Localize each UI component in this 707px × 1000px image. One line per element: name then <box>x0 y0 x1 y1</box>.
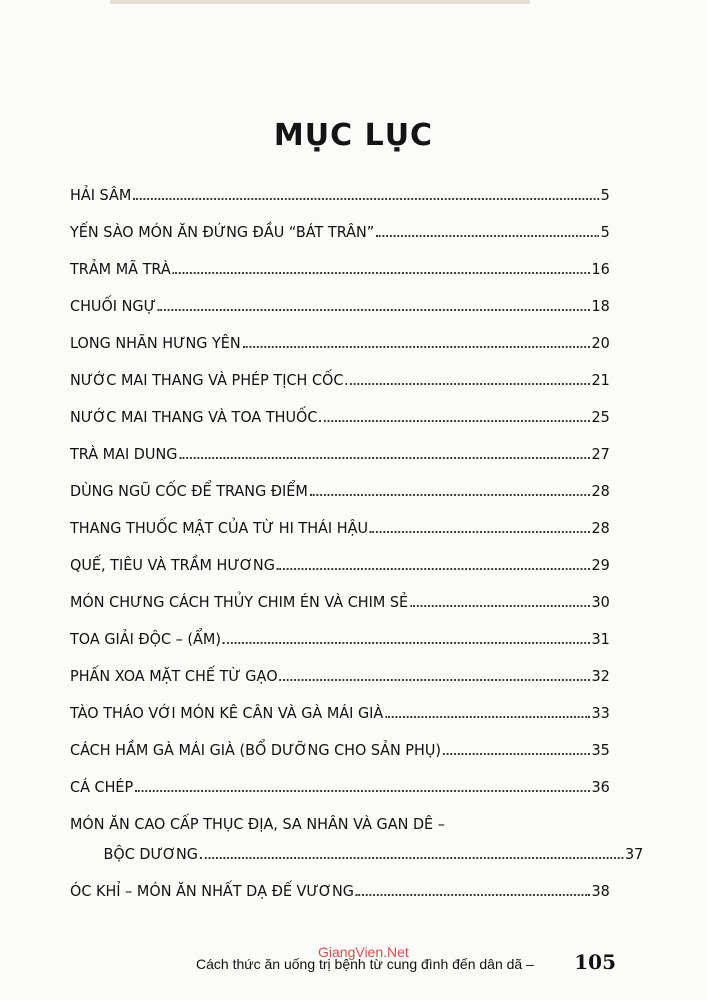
leader-dots <box>223 642 590 644</box>
toc-entry-page: 35 <box>591 741 610 759</box>
toc-entry-page: 30 <box>591 593 610 611</box>
leader-dots <box>410 605 590 607</box>
toc-entry-page: 37 <box>624 845 644 863</box>
toc-entry-page: 28 <box>591 482 610 500</box>
toc-entry-page: 38 <box>591 882 610 900</box>
toc-entry-title: CHUỐI NGỰ <box>70 297 156 315</box>
toc-entry-title: HẢI SÂM <box>70 186 132 204</box>
toc-entry-page: 25 <box>591 408 610 426</box>
leader-dots <box>443 753 590 755</box>
toc-entry-page: 32 <box>591 667 610 685</box>
toc-entry-line2 <box>70 845 643 882</box>
toc-entry[interactable] <box>70 556 610 593</box>
toc-entry-page: 29 <box>591 556 610 574</box>
toc-entry-page: 36 <box>591 778 610 796</box>
footer-book-title: Cách thức ăn uống trị bệnh từ cung đình đến dân dã – <box>196 956 534 972</box>
toc-entry[interactable] <box>70 223 610 260</box>
toc-entry[interactable] <box>70 882 610 919</box>
toc-entry[interactable] <box>70 297 610 334</box>
toc-entry-title: LONG NHÃN HƯNG YÊN <box>70 334 241 352</box>
toc-entry-page: 16 <box>591 260 610 278</box>
toc-entry-multiline[interactable] <box>70 815 644 882</box>
leader-dots <box>376 235 599 237</box>
toc-entry-title: NƯỚC MAI THANG VÀ TOA THUỐC <box>70 408 318 426</box>
toc-entry[interactable] <box>70 334 610 371</box>
toc-entry-title: QUẾ, TIÊU VÀ TRẦM HƯƠNG <box>70 556 275 574</box>
toc-entry[interactable] <box>70 667 610 704</box>
leader-dots <box>385 716 590 718</box>
toc-entry-page: 20 <box>591 334 610 352</box>
toc-entry-title: TRẢM MÃ TRÀ <box>70 260 171 278</box>
toc-entry-title: BỘC DƯƠNG <box>103 845 198 863</box>
table-of-contents <box>70 186 644 919</box>
toc-entry[interactable] <box>70 371 610 408</box>
toc-entry-title: DÙNG NGŨ CỐC ĐỂ TRANG ĐIỂM <box>70 482 308 500</box>
toc-entry-title: CÁCH HẦM GÀ MÁI GIÀ (BỔ DƯỠNG CHO SẢN PHỤ) <box>70 741 442 759</box>
page-number: 105 <box>574 950 616 974</box>
toc-entry-title: CÁ CHÉP <box>70 778 134 796</box>
leader-dots <box>179 457 589 459</box>
leader-dots <box>310 494 590 496</box>
toc-entry-title: MÓN CHƯNG CÁCH THỦY CHIM ÉN VÀ CHIM SẺ <box>70 593 409 611</box>
toc-entry[interactable] <box>70 741 610 778</box>
leader-dots <box>356 894 590 896</box>
toc-entry[interactable] <box>70 186 610 223</box>
leader-dots <box>173 272 590 274</box>
leader-dots <box>135 790 590 792</box>
toc-entry-title: TRÀ MAI DUNG <box>70 445 178 463</box>
toc-entry-page: 31 <box>591 630 610 648</box>
toc-entry-title: PHẤN XOA MẶT CHẾ TỪ GẠO <box>70 667 278 685</box>
leader-dots <box>280 679 590 681</box>
toc-entry-page: 5 <box>600 223 610 241</box>
toc-entry-title: NƯỚC MAI THANG VÀ PHÉP TỊCH CỐC <box>70 371 344 389</box>
toc-entry-page: 21 <box>591 371 610 389</box>
leader-dots <box>370 531 590 533</box>
page-title: MỤC LỤC <box>273 118 434 153</box>
toc-entry-title: MÓN ĂN CAO CẤP THỤC ĐỊA, SA NHÂN VÀ GAN DÊ – <box>70 815 445 833</box>
toc-entry-title-line1 <box>70 815 610 845</box>
toc-entry-page: 27 <box>591 445 610 463</box>
toc-entry-page: 5 <box>600 186 610 204</box>
toc-entry-title: THANG THUỐC MẬT CỦA TỪ HI THÁI HẬU <box>70 519 368 537</box>
toc-entry-page: 33 <box>591 704 610 722</box>
toc-entry[interactable] <box>70 482 610 519</box>
leader-dots <box>277 568 590 570</box>
toc-entry[interactable] <box>70 593 610 630</box>
toc-entry[interactable] <box>70 704 610 741</box>
toc-entry-page: 28 <box>591 519 610 537</box>
leader-dots <box>243 346 590 348</box>
leader-dots <box>319 420 589 422</box>
toc-entry[interactable] <box>70 408 610 445</box>
toc-entry[interactable] <box>70 778 610 815</box>
scan-edge <box>110 0 530 4</box>
leader-dots <box>133 198 599 200</box>
leader-dots <box>200 857 623 859</box>
toc-entry-title: TÀO THÁO VỚI MÓN KÊ CÂN VÀ GÀ MÁI GIÀ <box>70 704 384 722</box>
leader-dots <box>345 383 589 385</box>
toc-entry[interactable] <box>70 260 610 297</box>
toc-entry[interactable] <box>70 519 610 556</box>
toc-entry[interactable] <box>70 445 610 482</box>
toc-entry-title: YẾN SÀO MÓN ĂN ĐỨNG ĐẦU “BÁT TRÂN” <box>70 223 375 241</box>
leader-dots <box>158 309 590 311</box>
watermark: GiangVien.Net <box>318 944 409 960</box>
toc-entry[interactable] <box>70 630 610 667</box>
toc-entry-title: TOA GIẢI ĐỘC – (ẨM) <box>70 630 221 648</box>
toc-entry-page: 18 <box>591 297 610 315</box>
toc-entry-title: ÓC KHỈ – MÓN ĂN NHẤT DẠ ĐẾ VƯƠNG <box>70 882 354 900</box>
